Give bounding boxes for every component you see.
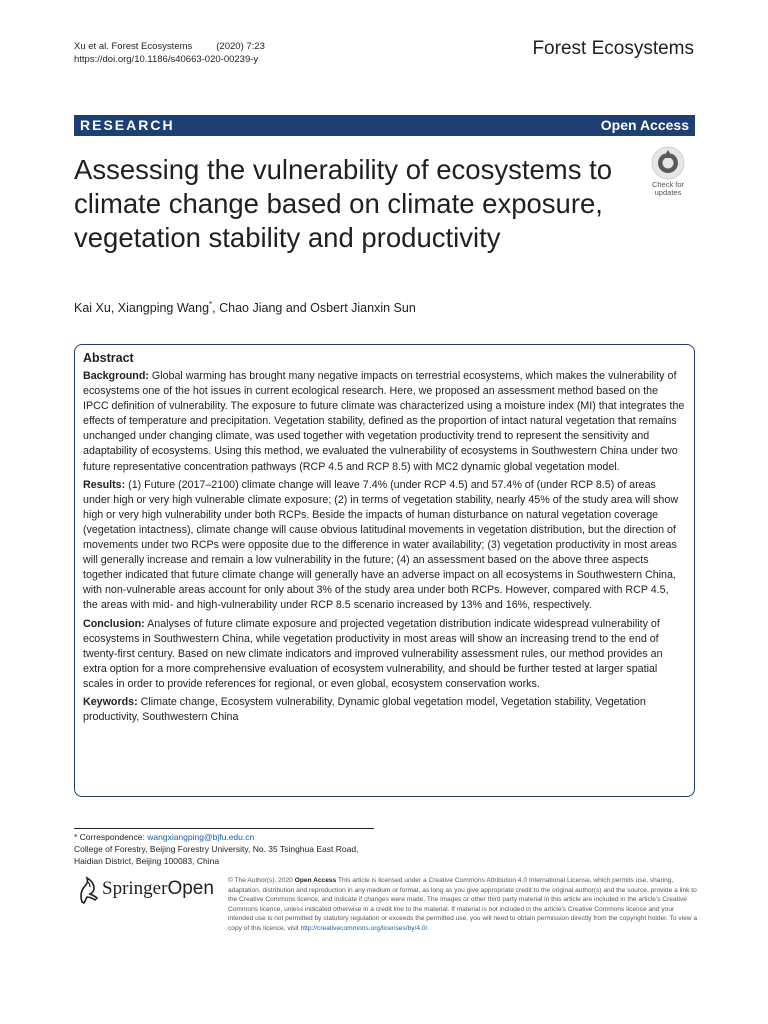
keywords-text: Climate change, Ecosystem vulnerability, Dynamic global vegetation model, Vegetation stability, Vegetation productivity, Southwestern China (83, 695, 646, 724)
abstract-box (74, 344, 695, 797)
keywords-label: Keywords: (83, 695, 138, 708)
citation-year: (2020) 7:23 (216, 41, 265, 52)
corresponding-author-mark: * (209, 300, 213, 309)
citation-line (74, 40, 265, 53)
abstract-conclusion (83, 617, 686, 692)
conclusion-label: Conclusion: (83, 617, 145, 630)
affiliation-line-2: Haidian District, Beijing 100083, China (74, 856, 220, 866)
check-updates-icon (651, 146, 685, 180)
abstract-background (83, 369, 686, 475)
abstract-keywords (83, 695, 686, 725)
abstract-results (83, 478, 686, 614)
conclusion-text: Analyses of future climate exposure and projected vegetation distribution indicate widespread vulnerability of ecosystems in Southwestern China, while vegetation productivity in most areas will show an increasing trend to the end of twenty-first century. Based on new climate indicators and improved vulnerability assessment rules, our method provides an extra option for a more comprehensive evaluation of ecosystem vulnerability, and should be further tested at larger spatial scales in order to provide references for regional, or even global, ecosystem conservation works. (83, 617, 663, 690)
affiliation-line-1: College of Forestry, Beijing Forestry University, No. 35 Tsinghua East Road, (74, 844, 359, 854)
license-text: © The Author(s). 2020 Open Access This article is licensed under a Creative Commons Attribution 4.0 International License, which permits use, sharing, adaptation, distribution and reproduction in any medium or format, as long as you give appropriate credit to the original author(s) and the source, provide a link to the Creative Commons licence, and indicate if changes were made. The images or other third party material in this article are included in the article's Creative Commons licence, unless indicated otherwise in a credit line to the material. If material is not included in the article's Creative Commons licence and your intended use is not permitted by statutory regulation or exceeds the permitted use, you will need to obtain permission directly from the copyright holder. To view a copy of this licence, visit http://creativecommons.org/licenses/by/4.0/. (228, 877, 698, 932)
doi-link[interactable]: https://doi.org/10.1186/s40663-020-00239-y (74, 54, 259, 65)
check-updates-text: Check for updates (651, 180, 685, 197)
results-label: Results: (83, 478, 126, 491)
authors-rest: , Chao Jiang and Osbert Jianxin Sun (212, 301, 416, 316)
open-access-label: Open Access (600, 117, 689, 133)
journal-name: Forest Ecosystems (532, 38, 694, 59)
background-text: Global warming has brought many negative impacts on terrestrial ecosystems, which makes the vulnerability of ecosystems one of the hot issues in current ecological research. Here, we proposed an assessment method based on the IPCC definition of vulnerability. The exposure to future climate was characterized using a moisture index (MI) that integrates the effects of temperature and precipitation. Vegetation stability, defined as the proportion of intact natural vegetation that remains unchanged under changing climate, was used together with vegetation productivity trend to represent the sensitivity and adaptability of ecosystems. Using this method, we evaluated the vulnerability of ecosystems in Southwestern China under two future representative concentration pathways (RCP 4.5 and RCP 8.5) with MC2 dynamic global vegetation model. (83, 370, 685, 473)
abstract-heading: Abstract (83, 351, 134, 365)
article-type-label: RESEARCH (80, 117, 175, 133)
article-type-banner (74, 115, 695, 136)
license-open-access-label: Open Access (294, 877, 337, 884)
springer-open-wordmark: SpringerOpen (102, 878, 214, 899)
article-title: Assessing the vulnerability of ecosystems to climate change based on climate exposure, vegetation stability and productivity (74, 154, 613, 253)
results-text: (1) Future (2017–2100) climate change will leave 7.4% (under RCP 4.5) and 57.4% of (under RCP 8.5) of areas under high or very high vulnerable climate exposure; (2) in terms of vegetation stability, nearly 45% of the study area will show high or very high vulnerability under both RCPs. Beside the impacts of human disturbance on natural vegetation coverage (vegetation intactness), climate change will cause obvious latitudinal movements in vegetation distribution, but the direction of movements under two RCPs were opposite due to the difference in water availability; (3) vegetation productivity in most areas will generally increase and remain a low vulnerability in the future; (4) an assessment based on the above three aspects together indicated that future climate change will generally have an adverse impact on all ecosystems in Southwestern China, with non-vulnerable areas account for only about 3% of the study area under both RCPs. However, compared with RCP 4.5, the areas with mid- and high-vulnerability under RCP 8.5 scenario increased by 13% and 16%, respectively. (83, 478, 679, 612)
correspondence-email-link[interactable]: wangxiangping@bjfu.edu.cn (147, 832, 255, 842)
correspondence-prefix: * Correspondence: (74, 832, 148, 842)
authors-first: Kai Xu, Xiangping Wang (74, 301, 210, 316)
background-label: Background: (83, 370, 149, 382)
springer-open-logo[interactable] (76, 876, 216, 906)
correspondence-footnote (74, 831, 394, 867)
footnote-divider (74, 828, 374, 829)
citation-authors: Xu et al. Forest Ecosystems (74, 41, 193, 52)
check-for-updates-badge[interactable] (642, 146, 694, 201)
citation-block (74, 40, 265, 66)
author-list (74, 300, 416, 315)
springer-horse-icon (76, 876, 100, 904)
license-url-link[interactable]: http://creativecommons.org/licenses/by/4.0/ (300, 924, 428, 932)
